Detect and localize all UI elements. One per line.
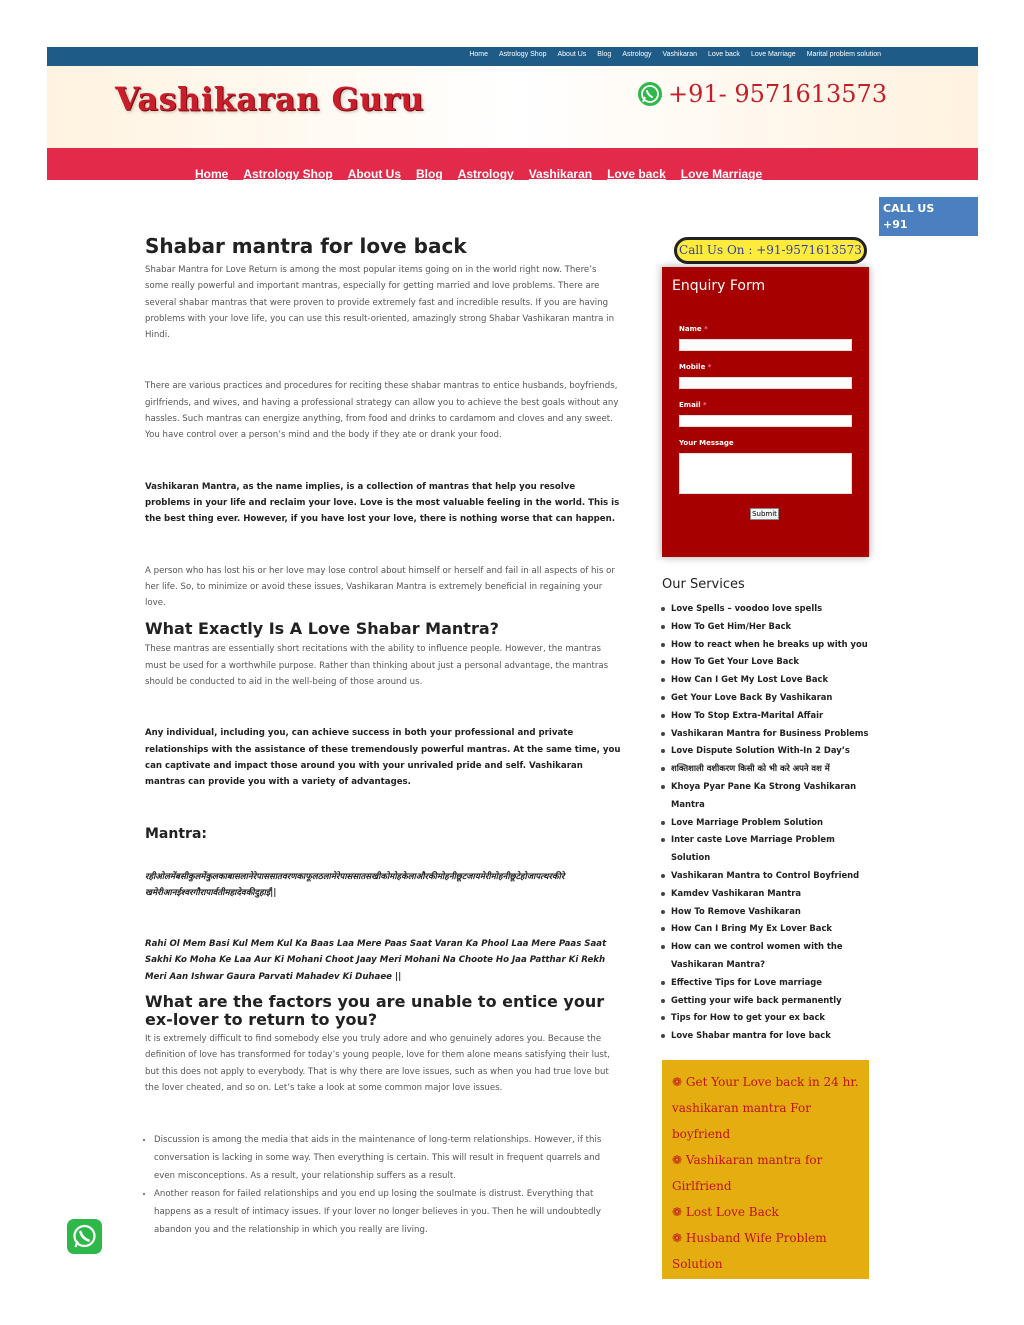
service-link[interactable]: Vashikaran Mantra to Control Boyfriend — [661, 867, 876, 885]
nav-item-astrology[interactable]: Astrology — [457, 167, 514, 180]
enquiry-form-title: Enquiry Form — [672, 278, 766, 294]
promo-link[interactable]: ❁ Lost Love Back — [672, 1205, 779, 1219]
mantra-hindi: रहीओलमेंबसीकुलमेंकुलकाबासलानेरेपाससातवरणकाफूलठलामेरेपाससातसखीकोमोहकेलाऔरकीमोहनीछूटजायमेरीमोहनीछूटेहोजापत्थरकीरे खमेरीआनईश्वरगौरापार्वतीमहादेवकीदुहाई|| — [145, 871, 565, 898]
flower-icon: ❁ — [672, 1231, 683, 1245]
section-heading: Mantra: — [145, 825, 207, 842]
service-link[interactable]: How Can I Get My Lost Love Back — [661, 671, 876, 689]
floating-whatsapp-icon[interactable] — [67, 1219, 102, 1254]
service-link[interactable]: How To Get Him/Her Back — [661, 618, 876, 636]
service-link[interactable]: Inter caste Love Marriage Problem Solution — [661, 831, 876, 867]
top-menu-item-love-back[interactable]: Love back — [708, 51, 740, 58]
header-phone[interactable]: +91- 9571613573 — [668, 80, 888, 108]
top-menu-item-marital-problem[interactable]: Marital problem solution — [806, 51, 881, 58]
flower-icon: ❁ — [672, 1153, 683, 1167]
article — [145, 232, 622, 1239]
article-title: Shabar mantra for love back — [145, 234, 467, 258]
main-nav — [47, 148, 978, 180]
flower-icon: ❁ — [672, 1205, 683, 1219]
service-link[interactable]: How to react when he breaks up with you — [661, 636, 876, 654]
service-link[interactable]: Tips for How to get your ex back — [661, 1009, 876, 1027]
top-menu-item-vashikaran[interactable]: Vashikaran — [662, 51, 698, 58]
top-menu-bar — [47, 47, 978, 66]
list-item: • Another reason for failed relationships and you end up losing the soulmate is distrust. Everything that happens as a result of intimacy issues. If your lover no longer believes in you. Then he will undoubtedly abandon you and the relationship in which you really are living. — [154, 1185, 622, 1239]
nav-item-about-us[interactable]: About Us — [347, 167, 402, 180]
mobile-label: Mobile * — [679, 363, 712, 371]
nav-item-love-back[interactable]: Love back — [607, 167, 666, 180]
service-link[interactable]: Get Your Love Back By Vashikaran — [661, 689, 876, 707]
submit-button[interactable]: Submit — [750, 508, 779, 520]
site-header — [47, 66, 978, 148]
article-paragraph: There are various practices and procedures for reciting these shabar mantras to entice husbands, boyfriends, girlfriends, and wives, and having a professional strategy can allow you to achieve the best goals without any hassles. Such mantras can energize anything, from food and drinks to cardamom and cloves and any sweet. You have control over a person’s mind and the body if they ate or drank your food. — [145, 381, 619, 441]
call-us-label: CALL US — [883, 202, 935, 215]
service-link[interactable]: How To Remove Vashikaran — [661, 903, 876, 921]
top-menu-item-home[interactable]: Home — [469, 51, 489, 58]
enquiry-form — [662, 267, 869, 557]
article-paragraph: A person who has lost his or her love may lose control about himself or herself and fail in all aspects of his or her life. So, to minimize or avoid these issues, Vashikaran Mantra is extremely beneficial in regaining your love. — [145, 565, 615, 609]
message-textarea[interactable] — [679, 453, 852, 494]
article-paragraph: It is extremely difficult to find somebody else you truly adore and who genuinely adores you. Because the definition of love has transformed for today’s young people, love for them alone means satisfying their lust, but this does not apply to everybody. That is why there are love issues, such as when you had true love but the lover cheated, and so on. Let’s take a look at some common major love issues. — [145, 1034, 611, 1093]
service-link[interactable]: Love Marriage Problem Solution — [661, 814, 876, 832]
name-label: Name * — [679, 325, 708, 333]
issues-list — [145, 1131, 622, 1239]
article-paragraph: These mantras are essentially short recitations with the ability to influence people. However, the mantras must be used for a worthwhile purpose. Rather than thinking about just a personal advantage, the mantras should be conducted to aid in the well-being of those around us. — [145, 644, 609, 688]
nav-item-vashikaran[interactable]: Vashikaran — [528, 167, 593, 180]
services-list — [661, 600, 876, 1045]
message-label: Your Message — [679, 439, 734, 447]
site-logo[interactable]: Vashikaran Guru — [115, 80, 425, 118]
service-link[interactable]: Love Shabar mantra for love back — [661, 1027, 876, 1045]
service-link[interactable]: शक्तिशाली वशीकरण किसी को भी करे अपने वश में — [661, 760, 876, 778]
service-link[interactable]: How To Get Your Love Back — [661, 653, 876, 671]
top-menu-item-astrology[interactable]: Astrology — [622, 51, 652, 58]
promo-box — [662, 1060, 869, 1279]
promo-link[interactable]: ❁ Husband Wife Problem Solution — [672, 1231, 827, 1271]
call-us-button[interactable]: Call Us On : +91-9571613573 — [674, 237, 867, 264]
section-heading: What are the factors you are unable to entice your ex-lover to return to you? — [145, 992, 605, 1030]
top-menu-item-astrology-shop[interactable]: Astrology Shop — [499, 51, 547, 58]
service-link[interactable]: How can we control women with the Vashikaran Mantra? — [661, 938, 876, 974]
article-paragraph: Shabar Mantra for Love Return is among the most popular items going on in the world right now. There’s some really powerful and important mantras, especially for getting married and love problems. There are several shabar mantras that were proven to provide extremely fast and incredible results. If you are having problems with your love life, you can use this result-oriented, amazingly strong Shabar Vashikaran mantra in Hindi. — [145, 265, 615, 341]
nav-item-love-marriage[interactable]: Love Marriage — [680, 167, 763, 180]
service-link[interactable]: Kamdev Vashikaran Mantra — [661, 885, 876, 903]
top-menu-item-love-marriage[interactable]: Love Marriage — [750, 51, 796, 58]
service-link[interactable]: How To Stop Extra-Marital Affair — [661, 707, 876, 725]
name-field[interactable] — [679, 339, 852, 351]
services-title: Our Services — [662, 577, 745, 592]
service-link[interactable]: How Can I Bring My Ex Lover Back — [661, 920, 876, 938]
mantra-transliteration: Rahi Ol Mem Basi Kul Mem Kul Ka Baas Laa Mere Paas Saat Varan Ka Phool Laa Mere Paas Saat Sakhi Ko Moha Ke Laa Aur Ki Mohani Choot Jaay Meri Mohani Na Choote Ho Jaa Patthar Ki Rekh Meri Aan Ishwar Gaura Parvati Mahadev Ki Duhaee || — [145, 939, 607, 982]
list-item: • Discussion is among the media that aids in the maintenance of long-term relationships. However, if this conversation is lacking in some way. Then everything is certain. This will result in frequent quarrels and even misconceptions. As a result, your relationship suffers as a result. — [154, 1131, 622, 1185]
service-link[interactable]: Love Spells – voodoo love spells — [661, 600, 876, 618]
nav-item-blog[interactable]: Blog — [416, 167, 443, 180]
article-paragraph: Any individual, including you, can achieve success in both your professional and private relationships with the assistance of these tremendously powerful mantras. At the same time, you can captivate and impact those around you with your unrivaled pride and self. Vashikaran mantras can provide you with a variety of advantages. — [145, 728, 621, 788]
service-link[interactable]: Getting your wife back permanently — [661, 992, 876, 1010]
call-us-number: +91 9571613573 — [883, 218, 960, 247]
flower-icon: ❁ — [672, 1075, 683, 1089]
top-menu — [469, 51, 881, 58]
mobile-field[interactable] — [679, 377, 852, 389]
email-field[interactable] — [679, 415, 852, 427]
promo-link[interactable]: ❁ Get Your Love back in 24 hr. vashikaran mantra For boyfriend — [672, 1075, 859, 1141]
email-label: Email * — [679, 401, 707, 409]
promo-link[interactable]: ❁ Vashikaran mantra for Girlfriend — [672, 1153, 823, 1193]
nav-item-home[interactable]: Home — [195, 167, 229, 180]
top-menu-item-blog[interactable]: Blog — [597, 51, 612, 58]
section-heading: What Exactly Is A Love Shabar Mantra? — [145, 619, 499, 639]
nav-item-astrology-shop[interactable]: Astrology Shop — [243, 167, 333, 180]
top-menu-item-about-us[interactable]: About Us — [557, 51, 587, 58]
call-us-box[interactable] — [879, 197, 978, 247]
service-link[interactable]: Love Dispute Solution With-In 2 Day’s — [661, 742, 876, 760]
service-link[interactable]: Effective Tips for Love marriage — [661, 974, 876, 992]
whatsapp-icon[interactable] — [638, 82, 662, 106]
service-link[interactable]: Khoya Pyar Pane Ka Strong Vashikaran Mantra — [661, 778, 876, 814]
service-link[interactable]: Vashikaran Mantra for Business Problems — [661, 725, 876, 743]
article-paragraph: Vashikaran Mantra, as the name implies, is a collection of mantras that help you resolve problems in your life and reclaim your love. Love is the most valuable feeling in the world. This is the best thing ever. However, if you have lost your love, there is nothing worse that can happen. — [145, 481, 620, 525]
